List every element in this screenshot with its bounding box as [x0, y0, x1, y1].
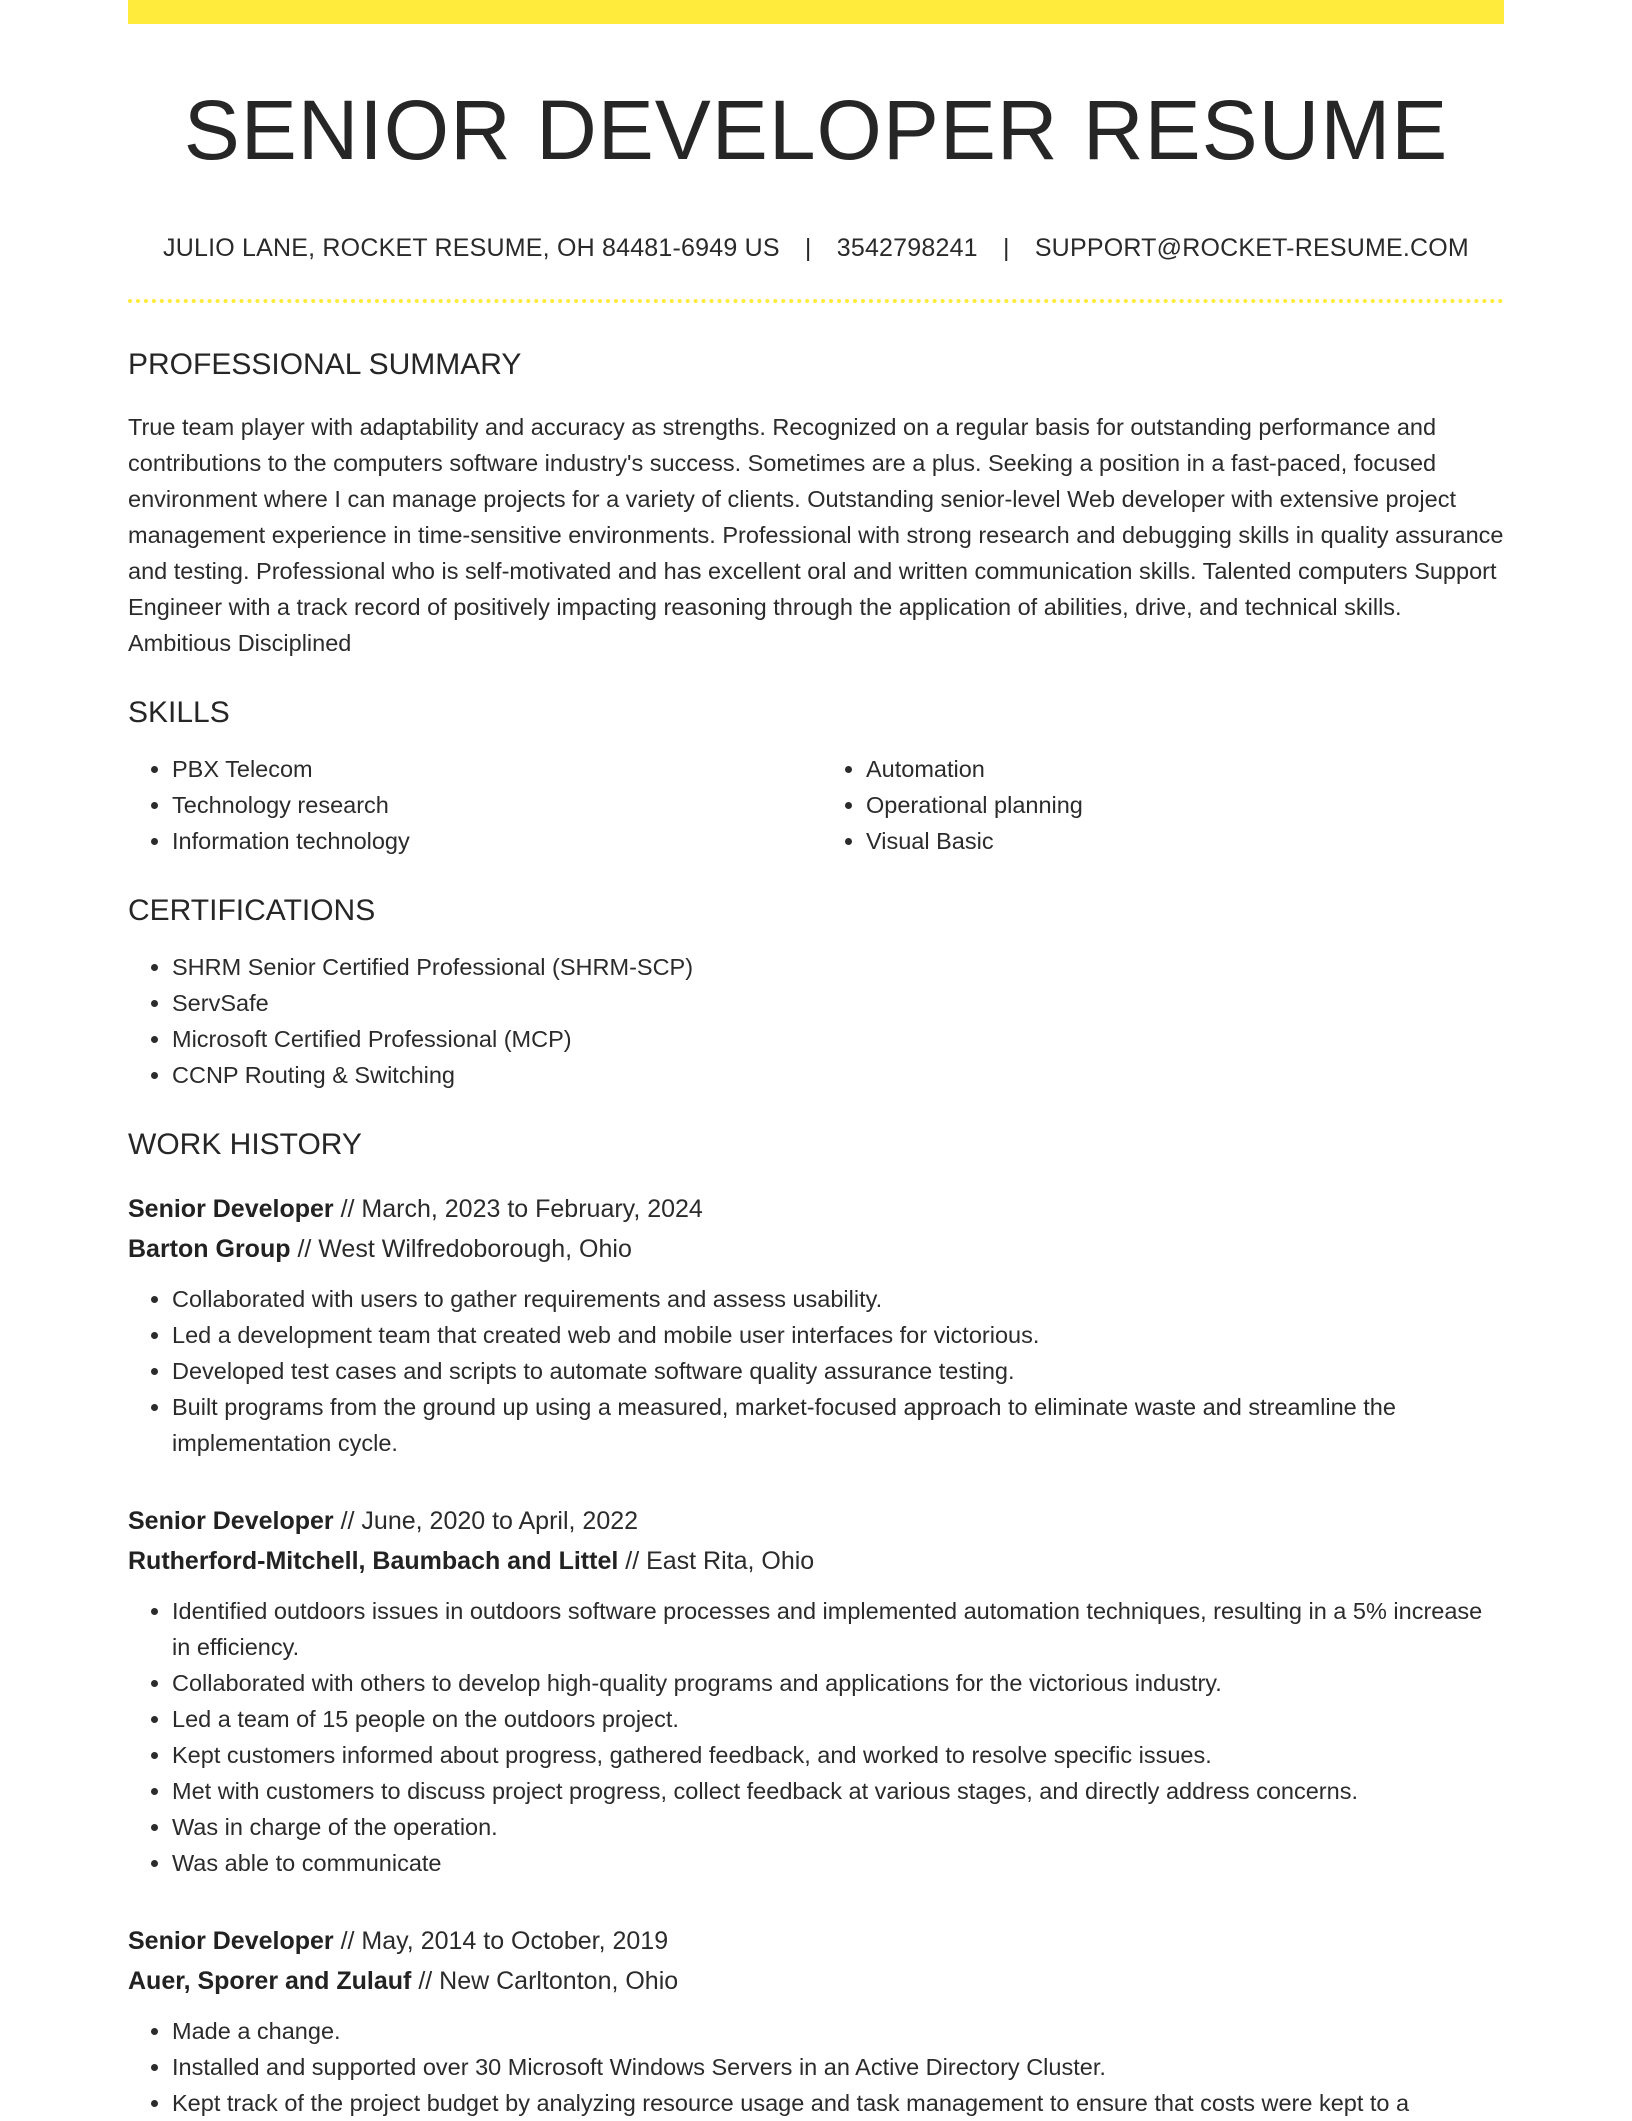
contact-phone: 3542798241 — [836, 234, 978, 263]
certifications-heading: CERTIFICATIONS — [128, 894, 376, 928]
skills-list — [128, 751, 1504, 859]
job-dates: // May, 2014 to October, 2019 — [340, 1927, 669, 1956]
certification-item: • ServSafe — [172, 985, 1504, 1021]
job-bullets — [128, 2013, 1504, 2121]
job-bullet: • Built programs from the ground up using a measured, market-focused approach to eliminate waste and streamline the implementation cycle. — [172, 1389, 1504, 1461]
job-title-line — [128, 1501, 1504, 1541]
job-entry — [128, 1921, 1504, 2121]
job-company-line — [128, 1961, 1504, 2001]
summary-heading: PROFESSIONAL SUMMARY — [128, 348, 522, 382]
job-bullet: • Identified outdoors issues in outdoors software processes and implemented automation techniques, resulting in a 5% increase in efficiency. — [172, 1593, 1504, 1665]
contact-email: SUPPORT@ROCKET-RESUME.COM — [1034, 234, 1469, 263]
work-history-heading: WORK HISTORY — [128, 1128, 362, 1162]
job-title-line — [128, 1189, 1504, 1229]
job-location: // West Wilfredoborough, Ohio — [297, 1235, 632, 1264]
skill-item: • Automation — [866, 751, 1504, 787]
job-title: Senior Developer — [128, 1927, 334, 1956]
certification-item: • Microsoft Certified Professional (MCP) — [172, 1021, 1504, 1057]
job-bullet: • Led a development team that created web and mobile user interfaces for victorious. — [172, 1317, 1504, 1353]
job-bullet: • Made a change. — [172, 2013, 1504, 2049]
skill-item: • Visual Basic — [866, 823, 1504, 859]
contact-line — [128, 234, 1504, 263]
job-company-line — [128, 1541, 1504, 1581]
job-bullet: • Collaborated with users to gather requirements and assess usability. — [172, 1281, 1504, 1317]
job-company-line — [128, 1229, 1504, 1269]
job-bullet: • Installed and supported over 30 Microsoft Windows Servers in an Active Directory Cluster. — [172, 2049, 1504, 2085]
job-bullet: • Collaborated with others to develop high-quality programs and applications for the victorious industry. — [172, 1665, 1504, 1701]
job-bullets — [128, 1593, 1504, 1881]
job-bullets — [128, 1281, 1504, 1461]
skill-item: • PBX Telecom — [172, 751, 816, 787]
job-bullet: • Was able to communicate — [172, 1845, 1504, 1881]
dotted-divider — [128, 299, 1504, 303]
accent-bar — [128, 0, 1504, 24]
job-company: Rutherford-Mitchell, Baumbach and Littel — [128, 1547, 619, 1576]
job-bullet: • Developed test cases and scripts to automate software quality assurance testing. — [172, 1353, 1504, 1389]
job-bullet: • Met with customers to discuss project progress, collect feedback at various stages, and directly address concerns. — [172, 1773, 1504, 1809]
job-dates: // June, 2020 to April, 2022 — [340, 1507, 639, 1536]
job-bullet: • Led a team of 15 people on the outdoors project. — [172, 1701, 1504, 1737]
contact-separator: | — [1002, 234, 1010, 263]
job-bullet: • Kept track of the project budget by analyzing resource usage and task management to ensure that costs were kept to a — [172, 2085, 1504, 2121]
resume-title: SENIOR DEVELOPER RESUME — [183, 83, 1449, 177]
skills-column-left — [128, 751, 816, 859]
job-company: Barton Group — [128, 1235, 291, 1264]
skill-item: • Information technology — [172, 823, 816, 859]
certifications-list — [128, 949, 1504, 1093]
certification-item: • CCNP Routing & Switching — [172, 1057, 1504, 1093]
job-entry — [128, 1501, 1504, 1881]
job-dates: // March, 2023 to February, 2024 — [340, 1195, 703, 1224]
resume-page — [128, 0, 1504, 2121]
skills-heading: SKILLS — [128, 696, 230, 730]
job-entry — [128, 1189, 1504, 1461]
job-company: Auer, Sporer and Zulauf — [128, 1967, 412, 1996]
job-title-line — [128, 1921, 1504, 1961]
contact-separator: | — [804, 234, 812, 263]
skill-item: • Operational planning — [866, 787, 1504, 823]
job-bullet: • Was in charge of the operation. — [172, 1809, 1504, 1845]
job-location: // East Rita, Ohio — [625, 1547, 815, 1576]
skills-column-right — [816, 751, 1504, 859]
contact-address: JULIO LANE, ROCKET RESUME, OH 84481-6949 US — [163, 234, 780, 263]
job-title: Senior Developer — [128, 1195, 334, 1224]
skill-item: • Technology research — [172, 787, 816, 823]
summary-text: True team player with adaptability and accuracy as strengths. Recognized on a regular basis for outstanding performance and contributions to the computers software industry's success. Sometimes are a plus. Seeking a position in a fast-paced, focused environment where I can manage projects for a variety of clients. Outstanding senior-level Web developer with extensive project management experience in time-sensitive environments. Professional with strong research and debugging skills in quality assurance and testing. Professional who is self-motivated and has excellent oral and written communication skills. Talented computers Support Engineer with a track record of positively impacting reasoning through the application of abilities, drive, and technical skills. Ambitious Disciplined — [128, 414, 1504, 657]
job-title: Senior Developer — [128, 1507, 334, 1536]
job-location: // New Carltonton, Ohio — [418, 1967, 679, 1996]
certification-item: • SHRM Senior Certified Professional (SHRM-SCP) — [172, 949, 1504, 985]
job-bullet: • Kept customers informed about progress, gathered feedback, and worked to resolve specific issues. — [172, 1737, 1504, 1773]
